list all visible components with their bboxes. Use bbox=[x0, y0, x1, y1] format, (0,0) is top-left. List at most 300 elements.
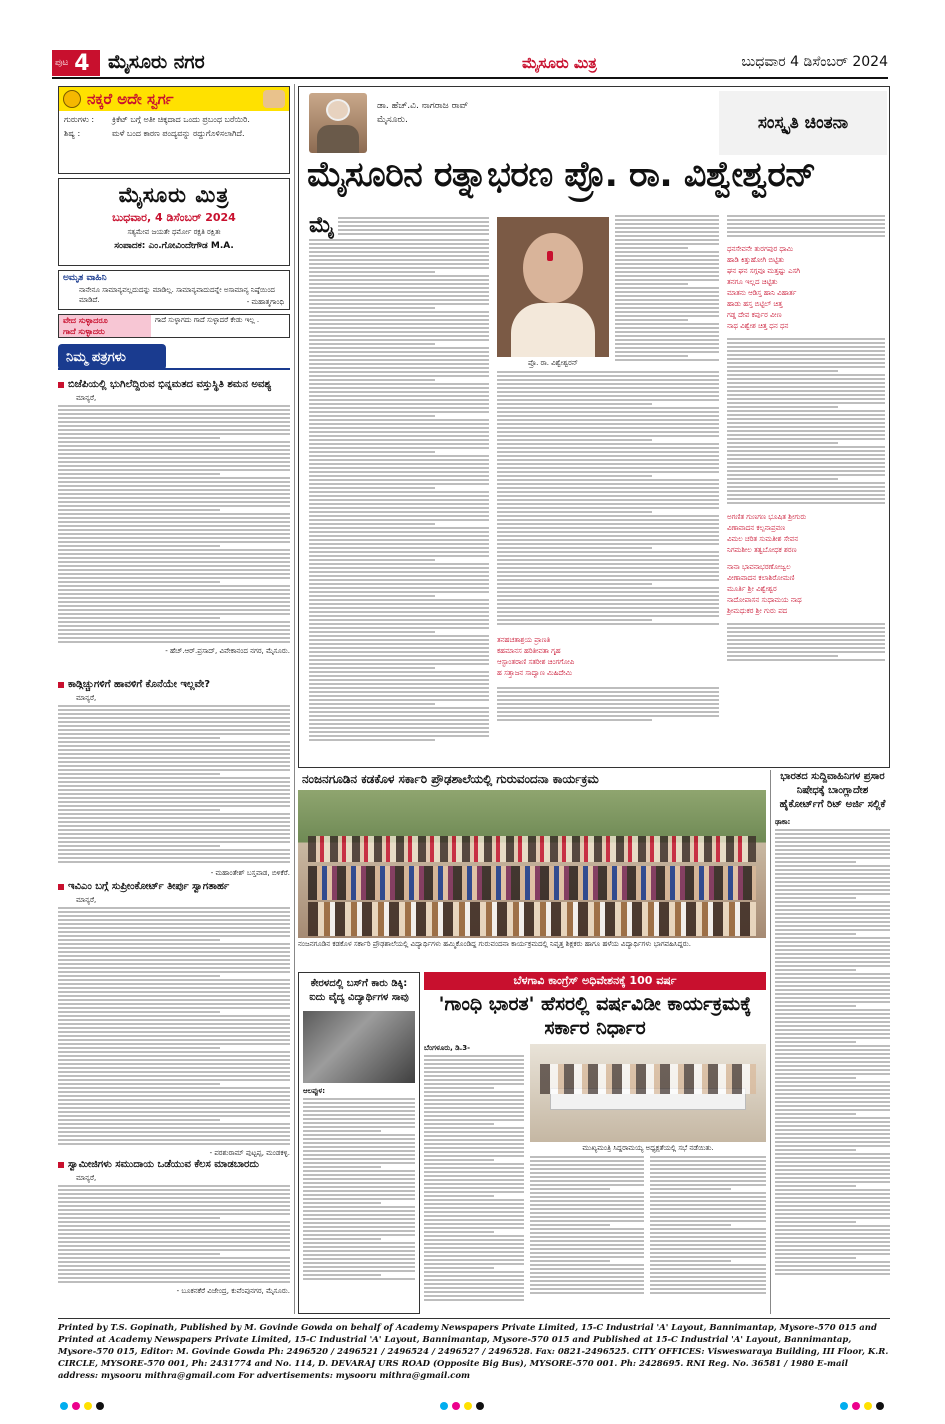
kerala-story bbox=[298, 972, 420, 1314]
text-line bbox=[309, 615, 489, 617]
text-line bbox=[309, 659, 489, 661]
text-line bbox=[58, 1269, 290, 1271]
text-line bbox=[775, 1189, 890, 1191]
text-line bbox=[727, 627, 885, 629]
text-line bbox=[309, 243, 489, 245]
text-line bbox=[424, 1235, 524, 1237]
text-line bbox=[615, 231, 719, 233]
text-line bbox=[775, 1093, 890, 1095]
text-line bbox=[58, 947, 290, 949]
text-line bbox=[727, 406, 838, 408]
black-dot bbox=[96, 1402, 104, 1410]
text-line bbox=[615, 355, 688, 357]
text-line bbox=[309, 559, 435, 561]
poem-line: ಶ್ರೀಮಧುಕರ ಶ್ರೀ ಗುರು ಪದ bbox=[727, 607, 788, 615]
text-line bbox=[497, 431, 719, 433]
text-line bbox=[775, 1037, 890, 1039]
text-line bbox=[497, 395, 719, 397]
text-line bbox=[530, 1180, 644, 1182]
cyan-dot bbox=[440, 1402, 448, 1410]
cyan-dot bbox=[840, 1402, 848, 1410]
text-line bbox=[497, 611, 719, 613]
text-line bbox=[727, 651, 885, 653]
text-line bbox=[650, 1232, 766, 1234]
text-line bbox=[424, 1195, 494, 1197]
text-line bbox=[650, 1220, 766, 1222]
text-line bbox=[775, 1201, 890, 1203]
text-line bbox=[530, 1288, 644, 1290]
text-line bbox=[775, 993, 890, 995]
text-line bbox=[58, 853, 290, 855]
text-line bbox=[303, 1210, 415, 1212]
text-line bbox=[58, 991, 290, 993]
text-line bbox=[424, 1295, 524, 1297]
text-line bbox=[309, 391, 489, 393]
text-line bbox=[615, 219, 719, 221]
text-line bbox=[309, 263, 489, 265]
text-line bbox=[424, 1175, 524, 1177]
text-line bbox=[58, 1245, 290, 1247]
text-line bbox=[309, 291, 489, 293]
text-line bbox=[309, 463, 489, 465]
letter-3 bbox=[58, 880, 290, 1158]
text-line bbox=[58, 633, 290, 635]
joke-box bbox=[58, 86, 290, 174]
text-line bbox=[775, 1021, 890, 1023]
text-line bbox=[615, 359, 719, 361]
text-line bbox=[775, 833, 890, 835]
text-line bbox=[58, 1119, 220, 1121]
joke-title: ನಕ್ಕರೆ ಅದೇ ಸ್ವರ್ಗ bbox=[87, 90, 174, 108]
text-line bbox=[497, 623, 719, 625]
text-line bbox=[497, 467, 719, 469]
text-line bbox=[615, 347, 719, 349]
text-line bbox=[650, 1164, 766, 1166]
text-line bbox=[775, 1149, 856, 1151]
text-line bbox=[303, 1102, 415, 1104]
text-line bbox=[530, 1224, 610, 1226]
text-line bbox=[424, 1259, 524, 1261]
joke-line-1 bbox=[64, 114, 284, 126]
text-line bbox=[309, 311, 489, 313]
text-line bbox=[58, 585, 290, 587]
text-line bbox=[727, 418, 885, 420]
text-line bbox=[303, 1186, 415, 1188]
text-line bbox=[530, 1164, 644, 1166]
meeting-photo-caption: ಮುಖ್ಯಮಂತ್ರಿ ಸಿದ್ದರಾಮಯ್ಯ ಅಧ್ಯಕ್ಷತೆಯಲ್ಲಿ ಸಭೆ ನಡೆಯಿತು. bbox=[582, 1144, 714, 1152]
letter-signature: - ಮಹಾಂತೇಶ್ ಬಸ್ತವಾಡ, ಬಿಳಿಕೆರೆ. bbox=[210, 869, 290, 877]
text-line bbox=[775, 1193, 890, 1195]
text-line bbox=[309, 351, 489, 353]
text-line bbox=[58, 461, 290, 463]
kerala-dateline: ಆಲಪ್ಪುಳ: bbox=[303, 1087, 325, 1095]
text-line bbox=[303, 1150, 415, 1152]
text-line bbox=[727, 438, 885, 440]
text-line bbox=[309, 479, 489, 481]
text-line bbox=[775, 1069, 890, 1071]
text-line bbox=[497, 503, 719, 505]
text-line bbox=[424, 1103, 524, 1105]
text-line bbox=[727, 362, 885, 364]
text-line bbox=[58, 485, 290, 487]
text-line bbox=[615, 287, 719, 289]
text-line bbox=[58, 757, 290, 759]
text-line bbox=[497, 531, 719, 533]
text-line bbox=[58, 1139, 290, 1141]
poem-line: ಮಾತನು ಆಡಿಸ್ತ ಹಾನಿ ವಿಹಾರ್ತ bbox=[727, 289, 797, 297]
text-line bbox=[650, 1212, 766, 1214]
yellow-dot bbox=[84, 1402, 92, 1410]
text-line bbox=[530, 1240, 644, 1242]
text-line bbox=[530, 1196, 644, 1198]
text-line bbox=[58, 911, 290, 913]
text-line bbox=[530, 1184, 644, 1186]
text-line bbox=[727, 402, 885, 404]
text-line bbox=[309, 455, 489, 457]
group-photo bbox=[298, 790, 766, 938]
text-line bbox=[58, 553, 290, 555]
text-line bbox=[58, 549, 290, 551]
text-line bbox=[650, 1272, 766, 1274]
text-line bbox=[775, 997, 890, 999]
text-line bbox=[309, 703, 435, 705]
gandhi-col-1 bbox=[424, 1044, 524, 1305]
text-line bbox=[530, 1200, 644, 1202]
letter-body bbox=[58, 1185, 290, 1285]
text-line bbox=[727, 639, 885, 641]
text-line bbox=[58, 561, 290, 563]
text-line bbox=[58, 577, 290, 579]
text-line bbox=[615, 279, 719, 281]
text-line bbox=[58, 1055, 290, 1057]
text-line bbox=[727, 647, 885, 649]
text-line bbox=[775, 1085, 890, 1087]
text-line bbox=[309, 399, 489, 401]
text-line bbox=[775, 1109, 890, 1111]
text-line bbox=[775, 865, 890, 867]
text-line bbox=[650, 1280, 766, 1282]
text-line bbox=[309, 307, 435, 309]
text-line bbox=[58, 1273, 290, 1275]
text-line bbox=[497, 471, 719, 473]
text-line bbox=[58, 959, 290, 961]
text-line bbox=[497, 559, 719, 561]
text-line bbox=[58, 1253, 220, 1255]
text-line bbox=[775, 885, 890, 887]
text-line bbox=[650, 1260, 731, 1262]
text-line bbox=[530, 1168, 644, 1170]
text-line bbox=[58, 805, 290, 807]
text-line bbox=[58, 955, 290, 957]
text-line bbox=[775, 905, 890, 907]
text-line bbox=[309, 483, 489, 485]
text-line bbox=[775, 1169, 890, 1171]
text-line bbox=[615, 227, 719, 229]
cyan-dot bbox=[60, 1402, 68, 1410]
text-line bbox=[58, 1059, 290, 1061]
text-line bbox=[309, 395, 489, 397]
poem-right bbox=[727, 244, 885, 332]
letter-title: ಬಿಜೆಪಿಯಲ್ಲಿ ಭುಗಿಲೆದ್ದಿರುವ ಭಿನ್ನಮತದ ವಸ್ತುಸ್ಥಿತಿ ಶಮನ ಅವಶ್ಯ bbox=[68, 379, 272, 390]
poem-line: ಹಾಡಿ ಕಿತ್ತುಹೋಗಿ ಬಿಟ್ಟಿತು bbox=[727, 256, 785, 264]
text-line bbox=[58, 741, 290, 743]
text-line bbox=[650, 1224, 731, 1226]
text-line bbox=[58, 1111, 290, 1113]
poem-line: ಅಗಣಿತ ಗುಣಗಣ ಭೂಷಿತ ಶ್ರೀಗುರು bbox=[727, 513, 807, 521]
text-line bbox=[303, 1278, 415, 1280]
text-line bbox=[775, 873, 890, 875]
text-line bbox=[727, 462, 885, 464]
text-line bbox=[775, 1253, 890, 1255]
text-line bbox=[58, 1067, 290, 1069]
letters-banner bbox=[58, 344, 166, 370]
text-line bbox=[58, 729, 290, 731]
text-line bbox=[309, 599, 489, 601]
text-line bbox=[309, 539, 489, 541]
text-line bbox=[303, 1190, 415, 1192]
magenta-dot bbox=[452, 1402, 460, 1410]
text-line bbox=[775, 845, 890, 847]
text-line bbox=[58, 425, 290, 427]
text-line bbox=[309, 647, 489, 649]
poem-line: ಹ ಸತ್ತಾಜನ ಸಾದ್ವಾಣ ಮಿಹಿದೇಮಿ bbox=[497, 669, 573, 677]
text-line bbox=[58, 837, 290, 839]
text-line bbox=[309, 315, 489, 317]
gandhi-story bbox=[424, 972, 766, 1314]
text-line bbox=[530, 1256, 644, 1258]
letter-salutation: ಮಾನ್ಯರೆ, bbox=[76, 896, 97, 904]
letter-title: ಇವಿಎಂ ಬಗ್ಗೆ ಸುಪ್ರೀಂಕೋರ್ಟ್ ತೀರ್ಪು ಸ್ವಾಗತಾರ್ಹ bbox=[68, 881, 230, 892]
text-line bbox=[775, 1197, 890, 1199]
text-line bbox=[775, 869, 890, 871]
text-line bbox=[58, 533, 290, 535]
text-line bbox=[309, 699, 489, 701]
text-line bbox=[775, 849, 890, 851]
text-line bbox=[775, 945, 890, 947]
text-line bbox=[530, 1156, 644, 1158]
text-line bbox=[58, 409, 290, 411]
text-line bbox=[303, 1222, 415, 1224]
text-line bbox=[775, 1221, 856, 1223]
text-line bbox=[309, 519, 489, 521]
text-line bbox=[309, 323, 489, 325]
text-line bbox=[775, 1265, 890, 1267]
text-line bbox=[497, 379, 719, 381]
text-line bbox=[58, 433, 290, 435]
text-line bbox=[58, 1213, 290, 1215]
text-line bbox=[58, 841, 290, 843]
text-line bbox=[303, 1246, 415, 1248]
text-line bbox=[58, 1225, 290, 1227]
text-line bbox=[58, 557, 290, 559]
text-line bbox=[58, 1091, 290, 1093]
text-line bbox=[424, 1123, 494, 1125]
text-line bbox=[309, 627, 489, 629]
text-line bbox=[775, 1029, 890, 1031]
text-line bbox=[615, 351, 719, 353]
text-line bbox=[309, 727, 489, 729]
text-line bbox=[58, 1185, 290, 1187]
text-line bbox=[615, 235, 719, 237]
text-line bbox=[309, 739, 435, 741]
text-line bbox=[727, 231, 885, 233]
amruta-box bbox=[58, 270, 290, 310]
poem-line: ನಾಥ ವಿಶ್ವೇಶ ಚಿತ್ತ ಧನ ಧನ bbox=[727, 322, 789, 330]
text-line bbox=[650, 1208, 766, 1210]
text-line bbox=[424, 1171, 524, 1173]
text-line bbox=[303, 1270, 415, 1272]
text-line bbox=[303, 1122, 415, 1124]
text-line bbox=[497, 711, 719, 713]
text-line bbox=[58, 489, 290, 491]
text-line bbox=[309, 595, 435, 597]
text-line bbox=[309, 719, 489, 721]
text-line bbox=[424, 1271, 524, 1273]
text-line bbox=[303, 1166, 381, 1168]
letter-signature: - ಪರಶುರಾಮ್ ಪುಟ್ಟಪ್ಪ, ಮಂಡಕಳ್ಳಿ. bbox=[209, 1149, 290, 1157]
text-line bbox=[530, 1280, 644, 1282]
text-line bbox=[58, 749, 290, 751]
meeting-photo bbox=[530, 1044, 766, 1142]
text-line bbox=[58, 1047, 220, 1049]
text-line bbox=[58, 493, 290, 495]
text-line bbox=[650, 1244, 766, 1246]
school-caption: ನಂಜನಗೂಡಿನ ಕಡಕೊಳ ಸರ್ಕಾರಿ ಪ್ರೌಢಶಾಲೆಯಲ್ಲಿ ವಿದ್ಯಾರ್ಥಿಗಳು ಹಮ್ಮಿಕೊಂಡಿದ್ದ ಗುರುವಂದನಾ ಕಾರ್ಯಕ್ರಮದಲ್ಲಿ ನಿವೃತ್ತ ಶಿಕ್ಷಕರು ಹಾಗೂ ಹಳೆಯ ವಿದ್ಯಾರ್ಥಿಗಳು ಭಾಗವಹಿಸಿದ್ದರು. bbox=[298, 940, 691, 948]
bullet-icon bbox=[58, 682, 64, 688]
text-line bbox=[650, 1184, 766, 1186]
text-line bbox=[424, 1191, 524, 1193]
text-line bbox=[58, 581, 220, 583]
text-line bbox=[530, 1260, 610, 1262]
text-line bbox=[338, 217, 490, 219]
text-line bbox=[58, 733, 290, 735]
text-line bbox=[58, 845, 220, 847]
text-line bbox=[530, 1172, 644, 1174]
masthead-small: ಮೈಸೂರು ಮಿತ್ರ bbox=[522, 54, 597, 72]
text-line bbox=[775, 1141, 890, 1143]
text-line bbox=[309, 527, 489, 529]
text-line bbox=[338, 225, 490, 227]
text-line bbox=[424, 1087, 494, 1089]
text-line bbox=[775, 921, 890, 923]
text-line bbox=[309, 531, 489, 533]
text-line bbox=[424, 1207, 524, 1209]
text-line bbox=[58, 975, 220, 977]
text-line bbox=[309, 403, 489, 405]
text-line bbox=[530, 1216, 644, 1218]
text-line bbox=[58, 1039, 290, 1041]
text-line bbox=[303, 1182, 415, 1184]
section-name: ಮೈಸೂರು ನಗರ bbox=[108, 51, 205, 73]
letter-body bbox=[58, 705, 290, 867]
text-line bbox=[58, 915, 290, 917]
text-line bbox=[424, 1179, 524, 1181]
text-line bbox=[58, 537, 290, 539]
text-line bbox=[309, 575, 489, 577]
text-line bbox=[775, 1117, 890, 1119]
poem-line: ಕಹಮಾನಸ ಹರಿತೀವತಾ ಗೃಹ bbox=[497, 647, 561, 655]
text-line bbox=[497, 595, 719, 597]
text-line bbox=[58, 769, 290, 771]
text-line bbox=[650, 1264, 766, 1266]
text-line bbox=[650, 1268, 766, 1270]
letter-body bbox=[58, 405, 290, 645]
text-line bbox=[775, 1133, 890, 1135]
text-line bbox=[309, 651, 489, 653]
poem-line: ಗಡ್ದ ದೇವ ಕರ್ಪುರ ವೀಣ bbox=[727, 311, 782, 319]
text-line bbox=[650, 1252, 766, 1254]
text-line bbox=[775, 1121, 890, 1123]
text-line bbox=[58, 753, 290, 755]
text-line bbox=[775, 1017, 890, 1019]
poem-line: ತನಗೂ ಇಲ್ಲದ ಚಿಟ್ಟಿತು bbox=[727, 278, 778, 286]
text-line bbox=[58, 801, 290, 803]
text-line bbox=[775, 1145, 890, 1147]
text-line bbox=[58, 1249, 290, 1251]
text-line bbox=[303, 1174, 415, 1176]
text-line bbox=[650, 1236, 766, 1238]
poem-line: ಹಾಡು ಹಸ್ತ ಬಿಟ್ಟಿಲ್ ಚಿತ್ತ bbox=[727, 300, 783, 308]
text-line bbox=[309, 675, 489, 677]
text-line bbox=[309, 467, 489, 469]
text-line bbox=[58, 907, 290, 909]
text-line bbox=[775, 1125, 890, 1127]
text-line bbox=[727, 446, 885, 448]
text-line bbox=[424, 1203, 524, 1205]
text-line bbox=[424, 1107, 524, 1109]
text-line bbox=[775, 877, 890, 879]
text-line bbox=[424, 1155, 524, 1157]
text-line bbox=[775, 1157, 890, 1159]
text-line bbox=[309, 591, 489, 593]
text-line bbox=[58, 963, 290, 965]
text-line bbox=[424, 1255, 524, 1257]
text-line bbox=[727, 354, 885, 356]
amruta-text: ನಾನೇನೂ ಸಾಮಾನ್ಯವಲ್ಲದುದನ್ನು ಮಾಡಿಲ್ಲ. ಸಾಮಾನ್ಯವಾದುದನ್ನೇ ಅಸಾಮಾನ್ಯ ನಿಷ್ಠೆಯಿಂದ ಮಾಡಿದೆ. bbox=[79, 286, 275, 304]
text-line bbox=[309, 731, 489, 733]
text-line bbox=[424, 1223, 524, 1225]
text-line bbox=[775, 829, 890, 831]
text-line bbox=[727, 655, 838, 657]
joke-speaker: ಶಿಷ್ಯ : bbox=[64, 129, 81, 138]
column-banner bbox=[719, 91, 887, 155]
text-line bbox=[58, 1193, 290, 1195]
text-line bbox=[650, 1292, 766, 1294]
text-line bbox=[58, 1103, 290, 1105]
text-line bbox=[775, 1053, 890, 1055]
text-line bbox=[775, 901, 890, 903]
poem-line: ನಾನಾ ಭಾವನಾಭರಣೋಜ್ವಲ bbox=[727, 563, 791, 571]
text-line bbox=[309, 447, 489, 449]
text-line bbox=[309, 335, 489, 337]
text-line bbox=[303, 1226, 415, 1228]
text-line bbox=[497, 607, 719, 609]
text-line bbox=[58, 971, 290, 973]
text-line bbox=[775, 1009, 890, 1011]
column-title: ಸಂಸ್ಕೃತಿ ಚಿಂತನಾ bbox=[757, 113, 849, 133]
text-line bbox=[424, 1083, 524, 1085]
text-line bbox=[615, 255, 719, 257]
text-line bbox=[424, 1135, 524, 1137]
text-line bbox=[775, 965, 890, 967]
text-line bbox=[424, 1099, 524, 1101]
text-line bbox=[650, 1200, 766, 1202]
text-line bbox=[58, 1197, 290, 1199]
text-line bbox=[58, 1127, 290, 1129]
text-line bbox=[424, 1055, 524, 1057]
dropcap: ಮೈ bbox=[309, 213, 335, 238]
text-line bbox=[303, 1238, 381, 1240]
